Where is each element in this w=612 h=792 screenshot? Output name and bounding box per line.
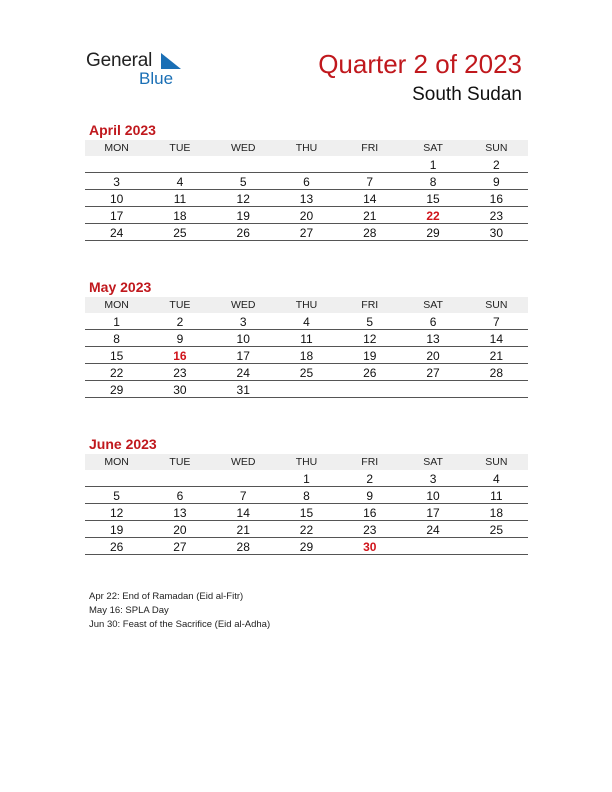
date-cell: [275, 381, 338, 397]
date-cell: 18: [489, 506, 503, 520]
date-cell: 29: [426, 226, 440, 240]
week-row: [85, 521, 528, 538]
date-cell: 19: [236, 209, 250, 223]
date-cell: 30: [173, 383, 187, 397]
week-row: [85, 381, 528, 398]
weekday-label: THU: [295, 142, 318, 154]
date-cell: 6: [303, 175, 310, 189]
date-cell: 24: [236, 366, 250, 380]
date-cell: 22: [109, 366, 124, 380]
weekday-label: FRI: [361, 456, 379, 468]
date-cell: 28: [489, 366, 503, 380]
weekday-label: TUE: [169, 299, 191, 311]
week-row: [85, 470, 528, 487]
date-cell: 25: [489, 523, 503, 537]
date-cell: 11: [173, 192, 187, 206]
date-cell: [465, 538, 528, 554]
weekday-label: FRI: [361, 299, 379, 311]
date-cell: 4: [492, 472, 500, 486]
date-cell: 10: [426, 489, 440, 503]
week-row: [85, 347, 528, 364]
date-cell: 7: [239, 489, 247, 503]
weekday-label: FRI: [361, 142, 379, 154]
date-cell: 26: [236, 226, 250, 240]
date-cell: 8: [303, 489, 310, 503]
date-cell: 3: [239, 315, 247, 329]
weekday-label: SUN: [485, 142, 508, 154]
weekday-label: SAT: [423, 142, 443, 154]
date-cell: 24: [109, 226, 124, 240]
weekday-label: SUN: [485, 456, 508, 468]
date-cell: [401, 538, 464, 554]
date-cell: 11: [300, 332, 313, 346]
date-cell: [275, 156, 338, 172]
date-cell: 23: [173, 366, 187, 380]
date-cell: 16: [363, 506, 377, 520]
date-cell: 2: [366, 472, 374, 486]
holiday-date-cell: 16: [173, 349, 187, 363]
weekday-header: [85, 454, 528, 470]
date-cell: 13: [173, 506, 187, 520]
date-cell: 20: [299, 209, 314, 223]
weekday-label: SAT: [423, 456, 443, 468]
date-cell: 4: [303, 315, 310, 329]
holiday-note: Apr 22: End of Ramadan (Eid al-Fitr): [89, 591, 244, 602]
date-cell: 12: [236, 192, 250, 206]
date-cell: 18: [173, 209, 187, 223]
date-cell: 27: [426, 366, 440, 380]
date-cell: 31: [236, 383, 250, 397]
week-row: [85, 330, 528, 347]
date-cell: 25: [299, 366, 314, 380]
date-cell: [148, 156, 211, 172]
date-cell: 14: [236, 506, 250, 520]
date-cell: 8: [429, 175, 437, 189]
weekday-label: WED: [230, 299, 256, 311]
date-cell: 22: [299, 523, 314, 537]
date-cell: [212, 470, 275, 486]
month-june: [85, 436, 528, 555]
date-cell: 19: [363, 349, 377, 363]
date-cell: 17: [236, 349, 250, 363]
date-cell: 28: [363, 226, 377, 240]
date-cell: 17: [109, 209, 124, 223]
month-title: June 2023: [89, 436, 157, 452]
date-cell: 20: [173, 523, 187, 537]
date-cell: 21: [489, 349, 503, 363]
date-cell: 24: [426, 523, 440, 537]
date-cell: 12: [109, 506, 124, 520]
generalblue-logo: [86, 50, 196, 90]
date-cell: 5: [239, 175, 247, 189]
week-row: [85, 364, 528, 381]
date-cell: 5: [366, 315, 374, 329]
date-cell: 15: [109, 349, 124, 363]
date-cell: [338, 156, 401, 172]
date-cell: 28: [236, 540, 250, 554]
date-cell: 26: [109, 540, 124, 554]
date-cell: [85, 156, 148, 172]
date-cell: [212, 156, 275, 172]
week-row: [85, 207, 528, 224]
weekday-label: WED: [230, 142, 256, 154]
month-title: May 2023: [89, 279, 152, 295]
date-cell: 14: [489, 332, 503, 346]
date-cell: 23: [363, 523, 377, 537]
date-cell: 27: [299, 226, 314, 240]
date-cell: [401, 381, 464, 397]
date-cell: 21: [236, 523, 250, 537]
date-cell: 26: [363, 366, 377, 380]
date-cell: 7: [492, 315, 500, 329]
weekday-label: SUN: [485, 299, 508, 311]
week-row: [85, 487, 528, 504]
holiday-date-cell: 22: [426, 209, 440, 223]
date-cell: 1: [303, 472, 310, 486]
weekday-header: [85, 297, 528, 313]
date-cell: 2: [492, 158, 500, 172]
date-cell: 9: [176, 332, 184, 346]
date-cell: 5: [113, 489, 120, 503]
date-cell: 16: [489, 192, 503, 206]
weekday-label: MON: [104, 456, 129, 468]
date-cell: 15: [426, 192, 440, 206]
date-cell: [85, 470, 148, 486]
date-cell: 1: [429, 158, 437, 172]
date-cell: [148, 470, 211, 486]
weekday-label: THU: [295, 456, 318, 468]
date-cell: 2: [176, 315, 184, 329]
date-cell: 20: [426, 349, 440, 363]
date-cell: 10: [109, 192, 124, 206]
week-row: [85, 190, 528, 207]
date-cell: 13: [299, 192, 314, 206]
weekday-label: TUE: [169, 142, 191, 154]
date-cell: 21: [363, 209, 377, 223]
weekday-label: THU: [295, 299, 318, 311]
date-cell: 12: [363, 332, 377, 346]
date-cell: 6: [176, 489, 184, 503]
quarter-title: Quarter 2 of 2023: [318, 49, 522, 79]
weekday-label: MON: [104, 142, 129, 154]
week-row: [85, 313, 528, 330]
date-cell: 18: [299, 349, 314, 363]
date-cell: 19: [109, 523, 124, 537]
weekday-label: TUE: [169, 456, 191, 468]
date-cell: 14: [363, 192, 377, 206]
week-row: [85, 224, 528, 241]
date-cell: 9: [366, 489, 374, 503]
date-cell: 9: [492, 175, 500, 189]
date-cell: 6: [429, 315, 437, 329]
month-may: [85, 279, 528, 398]
date-cell: [338, 381, 401, 397]
date-cell: 10: [236, 332, 250, 346]
week-row: [85, 538, 528, 555]
holiday-date-cell: 30: [363, 540, 377, 554]
holiday-notes: [89, 590, 270, 632]
date-cell: 7: [366, 175, 374, 189]
weekday-label: SAT: [423, 299, 443, 311]
date-cell: 25: [173, 226, 187, 240]
date-cell: 3: [429, 472, 437, 486]
date-cell: 4: [176, 175, 184, 189]
date-cell: 11: [490, 489, 503, 503]
holiday-note: May 16: SPLA Day: [89, 605, 169, 616]
date-cell: 13: [426, 332, 440, 346]
date-cell: 3: [113, 175, 120, 189]
week-row: [85, 504, 528, 521]
date-cell: 30: [489, 226, 503, 240]
logo-blue-text: Blue: [139, 69, 174, 88]
date-cell: 8: [113, 332, 120, 346]
date-cell: 17: [426, 506, 440, 520]
logo-flag-icon: [159, 53, 181, 71]
logo-general-text: General: [86, 50, 153, 71]
weekday-header: [85, 140, 528, 156]
week-row: [85, 156, 528, 173]
month-title: April 2023: [89, 122, 156, 138]
holiday-note: Jun 30: Feast of the Sacrifice (Eid al-Adha): [89, 619, 271, 630]
date-cell: 29: [109, 383, 124, 397]
date-cell: 27: [173, 540, 187, 554]
country-name: South Sudan: [412, 84, 522, 105]
date-cell: 1: [113, 315, 120, 329]
month-april: [85, 122, 528, 241]
week-row: [85, 173, 528, 190]
date-cell: 23: [489, 209, 503, 223]
date-cell: 29: [299, 540, 314, 554]
date-cell: [465, 381, 528, 397]
date-cell: 15: [299, 506, 314, 520]
weekday-label: MON: [104, 299, 129, 311]
weekday-label: WED: [230, 456, 256, 468]
